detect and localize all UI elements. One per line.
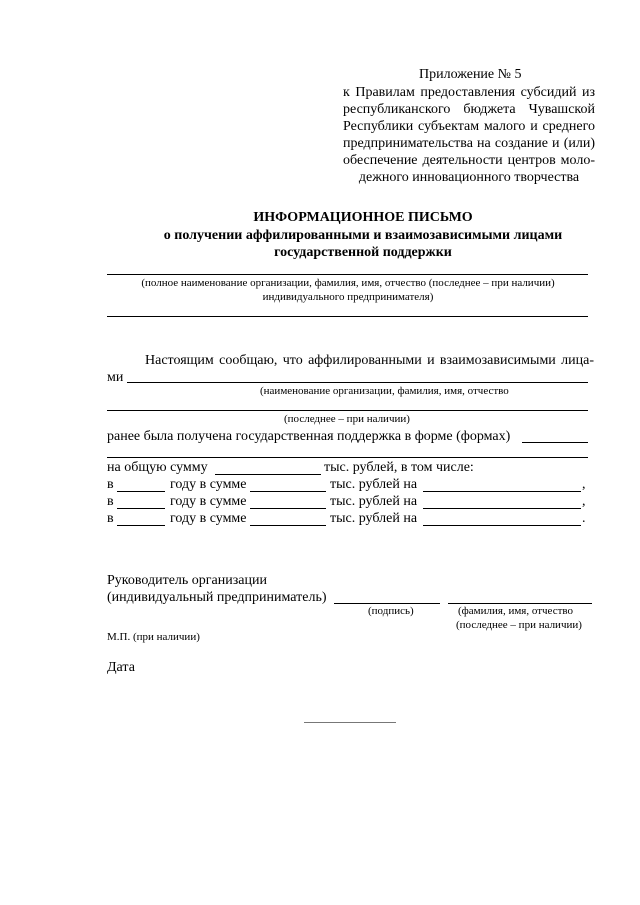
support-form-label: ранее была получена государственная поддержка в форме (формах) — [107, 429, 511, 444]
intro-text: Настоящим сообщаю, что аффилированными и взаимозависимыми лица- — [145, 353, 594, 368]
footer-separator — [304, 722, 396, 723]
row-year-label: году в сумме — [170, 494, 247, 509]
appendix-description — [343, 84, 595, 186]
amount-field[interactable] — [250, 525, 326, 526]
appendix-line: республиканского бюджета Чувашской — [343, 102, 595, 117]
document-subtitle: государственной поддержки — [274, 245, 452, 260]
amount-field[interactable] — [250, 508, 326, 509]
org-name-line-2[interactable] — [107, 316, 588, 317]
row-end: , — [582, 477, 586, 492]
year-field[interactable] — [117, 491, 165, 492]
row-in-label: в — [107, 494, 114, 509]
row-rub-label: тыс. рублей на — [330, 494, 418, 509]
head-title: Руководитель организации — [107, 573, 267, 588]
org-name-line[interactable] — [107, 274, 588, 275]
persons-hint-2: (последнее – при наличии) — [284, 413, 410, 425]
signature-field[interactable] — [334, 603, 440, 604]
appendix-line: к Правилам предоставления субсидий из — [343, 85, 595, 100]
purpose-field[interactable] — [423, 525, 581, 526]
total-sum-field[interactable] — [215, 474, 321, 475]
name-hint-1: (фамилия, имя, отчество — [458, 605, 574, 617]
amount-field[interactable] — [250, 491, 326, 492]
total-sum-suffix: тыс. рублей, в том числе: — [324, 460, 474, 475]
document-title: ИНФОРМАЦИОННОЕ ПИСЬМО — [253, 210, 473, 225]
row-year-label: году в сумме — [170, 511, 247, 526]
row-in-label: в — [107, 477, 114, 492]
appendix-line: дежного инновационного творчества — [358, 170, 580, 185]
stamp-label: М.П. (при наличии) — [107, 631, 200, 643]
appendix-number: Приложение № 5 — [419, 67, 522, 82]
date-label: Дата — [107, 660, 135, 675]
persons-hint-1: (наименование организации, фамилия, имя, отчество — [260, 385, 509, 397]
signature-hint: (подпись) — [368, 605, 414, 617]
row-year-label: году в сумме — [170, 477, 247, 492]
row-in-label: в — [107, 511, 114, 526]
row-rub-label: тыс. рублей на — [330, 477, 418, 492]
org-hint-2: индивидуального предпринимателя) — [262, 291, 434, 303]
row-rub-label: тыс. рублей на — [330, 511, 418, 526]
org-hint-1: (полное наименование организации, фамилия, имя, отчество (последнее – при наличии) — [141, 277, 555, 289]
appendix-line: обеспечение деятельности центров моло- — [343, 153, 595, 168]
support-form-field[interactable] — [522, 442, 588, 443]
persons-line[interactable] — [127, 382, 588, 383]
year-field[interactable] — [117, 508, 165, 509]
appendix-line: предпринимательства на создание и (или) — [343, 136, 595, 151]
head-title-2: (индивидуальный предприниматель) — [107, 590, 327, 605]
name-hint-2: (последнее – при наличии) — [456, 619, 582, 631]
intro-text-end: ми — [107, 370, 124, 385]
appendix-line: Республики субъектам малого и среднего — [343, 119, 595, 134]
purpose-field[interactable] — [423, 508, 581, 509]
row-end: . — [582, 511, 586, 526]
total-sum-label: на общую сумму — [107, 460, 208, 475]
row-end: , — [582, 494, 586, 509]
year-field[interactable] — [117, 525, 165, 526]
support-form-line-2[interactable] — [107, 457, 588, 458]
name-field[interactable] — [448, 603, 592, 604]
persons-line-2[interactable] — [107, 410, 588, 411]
document-subtitle: о получении аффилированными и взаимозависимыми лицами — [163, 228, 563, 243]
purpose-field[interactable] — [423, 491, 581, 492]
